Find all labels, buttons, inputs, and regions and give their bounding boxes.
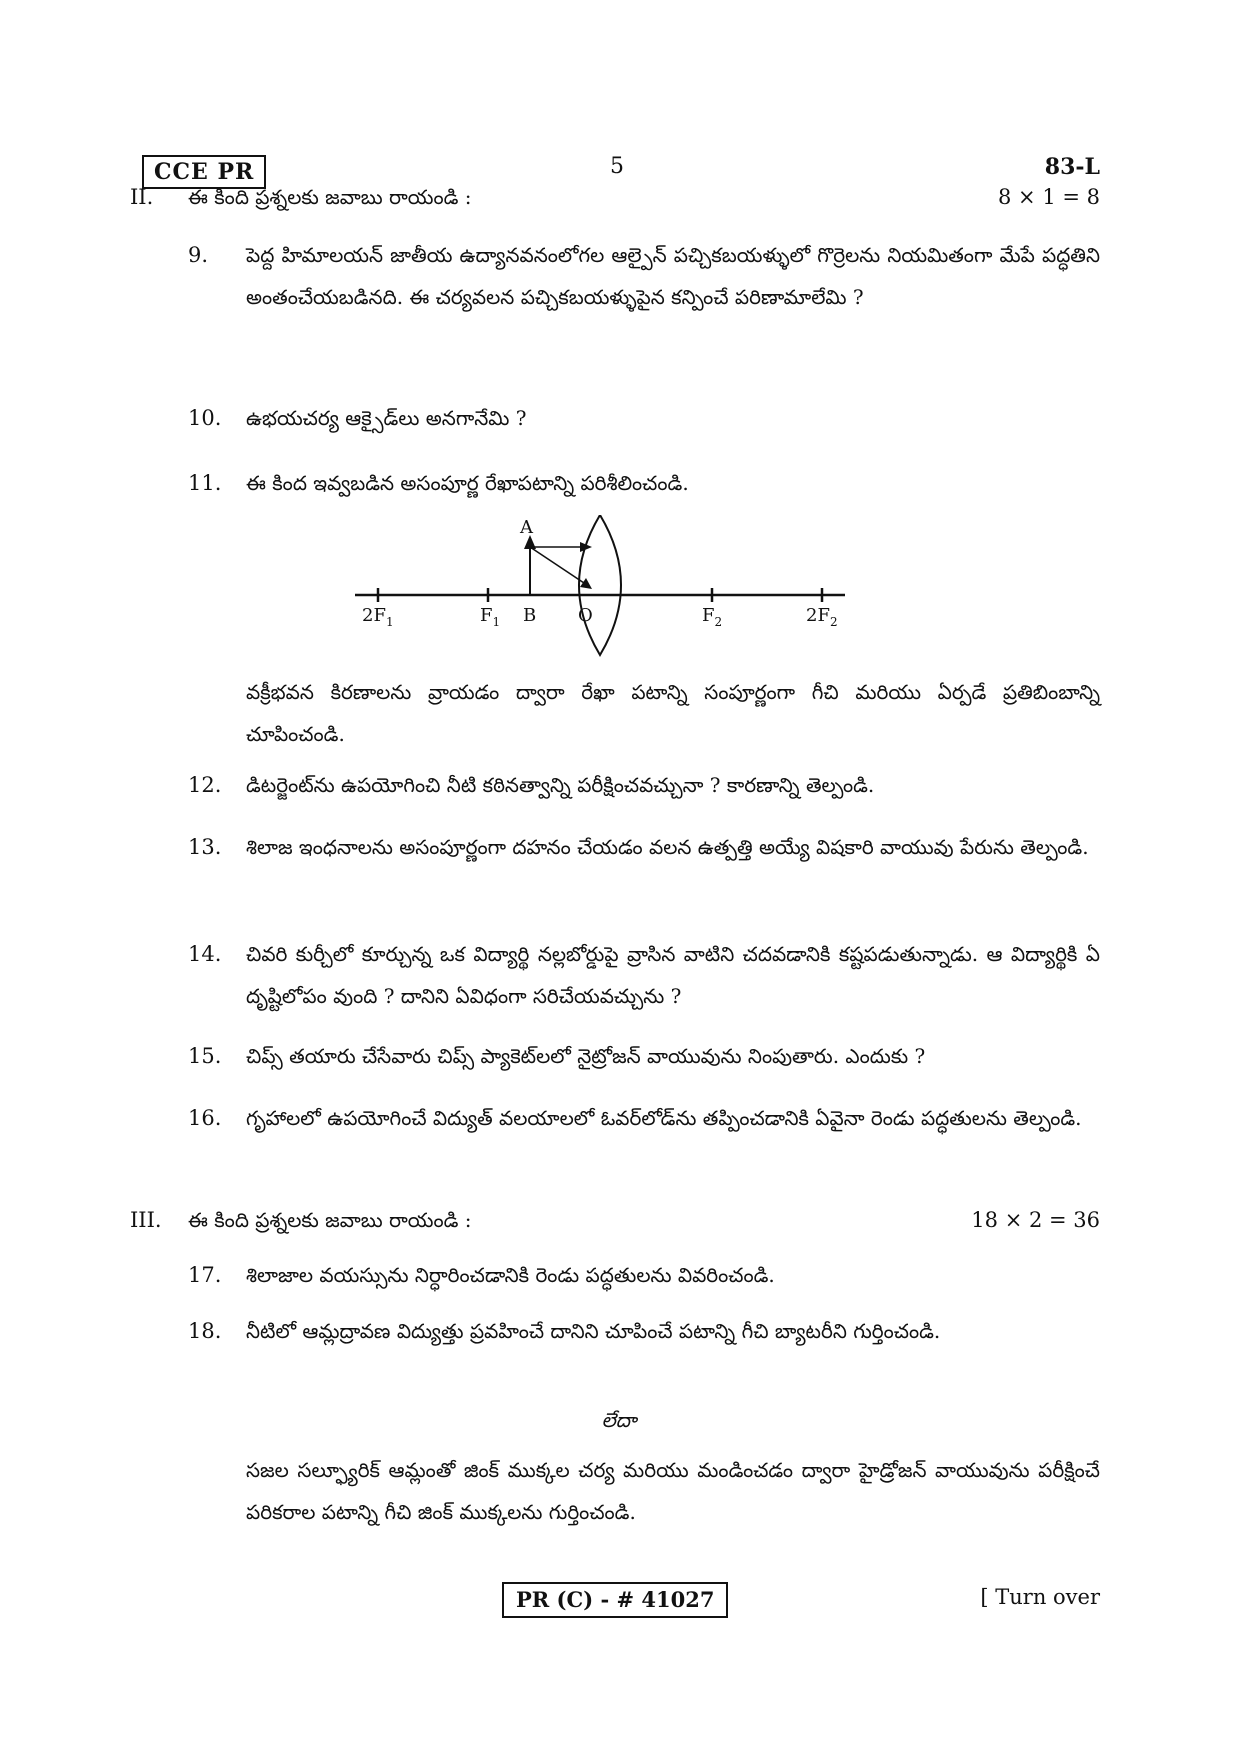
question-number: 14. <box>188 942 222 966</box>
question-number: 16. <box>188 1106 222 1130</box>
section-title: ఈ కింది ప్రశ్నలకు జవాబు రాయండి : <box>188 185 472 209</box>
question-number: 10. <box>188 406 222 430</box>
question-text: చివరి కుర్చీలో కూర్చున్న ఒక విద్యార్థి నల్లబోర్డుపై వ్రాసిన వాటిని చదవడానికి కష్టపడుతున్నాడు. ఆ విద్యార్థికి ఏ దృష్టిలోపం వుంది ? దానిని ఏవిధంగా సరిచేయవచ్చును ? <box>246 942 1100 1008</box>
lens-diagram <box>340 515 860 665</box>
label-b: B <box>523 605 537 626</box>
turn-over-note: [ Turn over <box>980 1585 1100 1609</box>
question-text: గృహాలలో ఉపయోగించే విద్యుత్ వలయాలలో ఓవర్‌లోడ్‌ను తప్పించడానికి ఏవైనా రెండు పద్ధతులను తెల్పండి. <box>246 1106 1082 1130</box>
question-text: పెద్ద హిమాలయన్ జాతీయ ఉద్యానవనంలోగల ఆల్పైన్ పచ్చికబయళ్ళులో గొర్రెలను నియమితంగా మేపే పద్ధతిని అంతంచేయబడినది. ఈ చర్యవలన పచ్చికబయళ్ళుపైన కన్పించే పరిణామాలేమి ? <box>246 243 1100 309</box>
section-title: ఈ కింది ప్రశ్నలకు జవాబు రాయండి : <box>188 1208 472 1232</box>
label-2f1: $2F_1$ <box>362 605 394 629</box>
page-number: 5 <box>610 154 624 179</box>
question-number: 12. <box>188 773 222 797</box>
section-number: III. <box>130 1208 162 1232</box>
label-f2: $F_2$ <box>702 605 723 629</box>
label-a: A <box>520 517 533 538</box>
section-marks: 8 × 1 = 8 <box>998 185 1100 209</box>
question-number: 13. <box>188 835 222 859</box>
section-3-heading <box>130 1208 1100 1242</box>
question-number: 11. <box>188 471 222 495</box>
question-text: శిలాజాల వయస్సును నిర్ధారించడానికి రెండు పద్ధతులను వివరించండి. <box>246 1263 775 1287</box>
paper-code: 83-L <box>1044 154 1100 180</box>
question-text: చిప్స్ తయారు చేసేవారు చిప్స్ ప్యాకెట్‌లలో నైట్రోజన్ వాయువును నింపుతారు. ఎందుకు ? <box>246 1044 926 1068</box>
question-18-alternative: సజల సల్ఫ్యూరిక్ ఆమ్లంతో జింక్ ముక్కల చర్య మరియు మండించడం ద్వారా హైడ్రోజన్ వాయువును పరీక్షించే పరికరాల పటాన్ని గీచి జింక్ ముక్కలను గుర్తించండి. <box>246 1458 1100 1524</box>
footer-code: PR (C) - # 41027 <box>502 1582 728 1618</box>
or-separator: లేదా <box>601 1408 637 1432</box>
section-number: II. <box>130 185 154 209</box>
question-text: శిలాజ ఇంధనాలను అసంపూర్ణంగా దహనం చేయడం వలన ఉత్పత్తి అయ్యే విషకారి వాయువు పేరును తెల్పండి. <box>246 835 1089 859</box>
label-f1: $F_1$ <box>480 605 501 629</box>
section-2-heading <box>130 185 1100 219</box>
header-code: CCE PR <box>142 155 266 189</box>
question-11-instruction: వక్రీభవన కిరణాలను వ్రాయడం ద్వారా రేఖా పటాన్ని సంపూర్ణంగా గీచి మరియు ఏర్పడే ప్రతిబింబాన్ని చూపించండి. <box>246 680 1100 746</box>
question-text: డిటర్జెంట్‌ను ఉపయోగించి నీటి కఠినత్వాన్ని పరీక్షించవచ్చునా ? కారణాన్ని తెల్పండి. <box>246 773 875 797</box>
question-text: ఉభయచర్య ఆక్సైడ్‌లు అనగానేమి ? <box>246 406 527 430</box>
center-ray-arrowhead <box>580 578 592 589</box>
question-number: 18. <box>188 1319 222 1343</box>
question-number: 15. <box>188 1044 222 1068</box>
question-text: నీటిలో ఆమ్లద్రావణ విద్యుత్తు ప్రవహించే దానిని చూపించే పటాన్ని గీచి బ్యాటరీని గుర్తించండి. <box>246 1319 941 1343</box>
question-text: ఈ కింద ఇవ్వబడిన అసంపూర్ణ రేఖాపటాన్ని పరిశీలించండి. <box>246 471 689 495</box>
question-number: 9. <box>188 243 209 267</box>
label-2f2: $2F_2$ <box>806 605 838 629</box>
ray-diagram <box>340 515 860 665</box>
question-number: 17. <box>188 1263 222 1287</box>
label-o: O <box>578 605 593 626</box>
section-marks: 18 × 2 = 36 <box>971 1208 1100 1232</box>
